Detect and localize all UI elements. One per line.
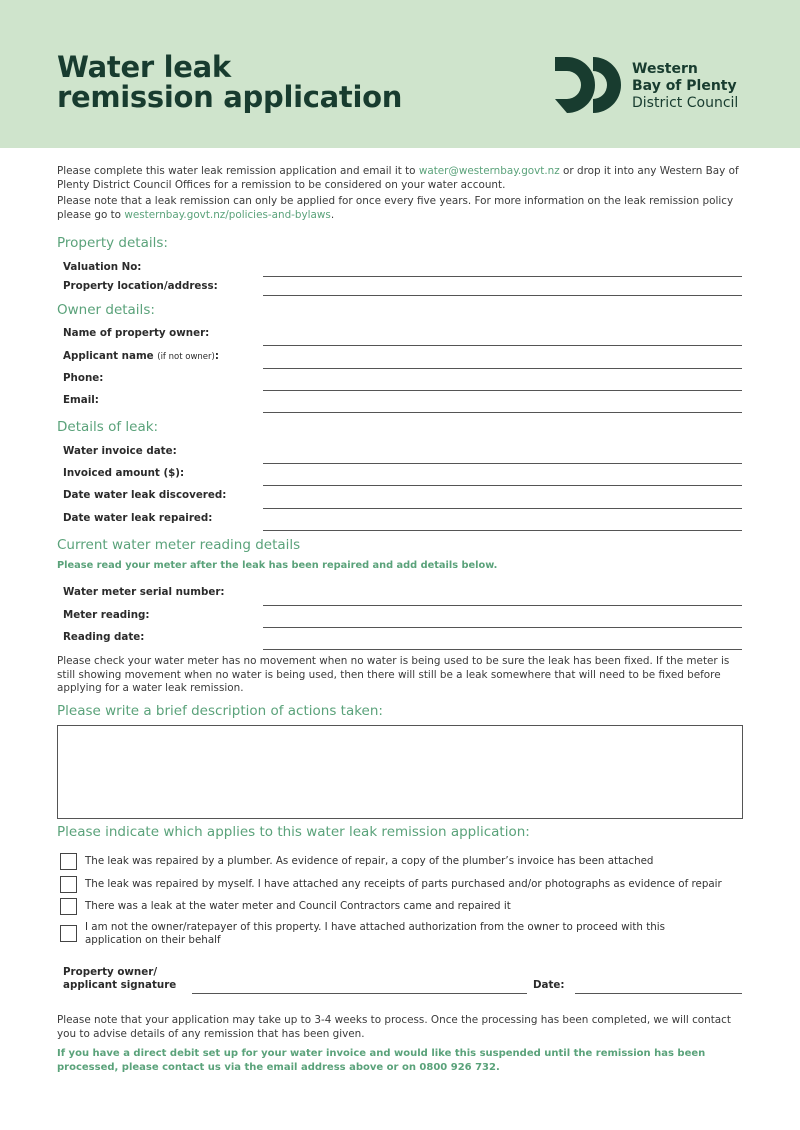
intro-paragraph-2	[57, 195, 747, 222]
reading-date-label: Reading date:	[63, 631, 145, 643]
intro-paragraph-1	[57, 165, 747, 192]
invoiced-amount-field[interactable]	[263, 485, 742, 486]
leak-details-heading: Details of leak:	[57, 419, 159, 435]
option-council-label: There was a leak at the water meter and Council Contractors came and repaired it	[85, 900, 511, 912]
invoice-date-label: Water invoice date:	[63, 445, 177, 457]
meter-reading-field[interactable]	[263, 627, 742, 628]
meter-serial-label: Water meter serial number:	[63, 586, 225, 598]
option-self-checkbox[interactable]	[60, 876, 77, 893]
processing-note: Please note that your application may take up to 3-4 weeks to process. Once the processing has been completed, we will contact you to advise details of any remission that has been given.	[57, 1014, 731, 1040]
email-label: Email:	[63, 394, 99, 406]
intro-text: or drop it into any Western Bay of Plenty District Council Offices for a remission to be considered on your water account.	[57, 165, 739, 191]
description-heading: Please write a brief description of actions taken:	[57, 703, 383, 719]
reading-date-field[interactable]	[263, 649, 742, 650]
invoice-date-field[interactable]	[263, 463, 742, 464]
council-logo-icon	[553, 55, 625, 115]
meter-note: Please check your water meter has no movement when no water is being used to be sure the leak has been fixed. If the meter is still showing movement when no water is being used, then there will still be a leak somewhere that will need to be fixed before applying for a water leak remission.	[57, 655, 730, 694]
option-council-checkbox[interactable]	[60, 898, 77, 915]
logo-line-2: Bay of Plenty	[632, 78, 737, 94]
option-plumber-label: The leak was repaired by a plumber. As evidence of repair, a copy of the plumber’s invoice has been attached	[85, 855, 654, 867]
applicant-note: (if not owner)	[157, 352, 215, 362]
signature-field[interactable]	[192, 993, 527, 994]
meter-reading-label: Meter reading:	[63, 609, 150, 621]
meter-serial-field[interactable]	[263, 605, 742, 606]
applicant-name-label	[63, 350, 219, 362]
date-label: Date:	[533, 979, 565, 991]
colon: :	[214, 350, 219, 362]
property-address-label: Property location/address:	[63, 280, 218, 292]
owner-name-label: Name of property owner:	[63, 327, 210, 339]
invoiced-amount-label: Invoiced amount ($):	[63, 467, 185, 479]
option-plumber-checkbox[interactable]	[60, 853, 77, 870]
council-logo-text	[632, 61, 738, 112]
email-field[interactable]	[263, 412, 742, 413]
property-details-heading: Property details:	[57, 235, 168, 251]
owner-name-field[interactable]	[263, 345, 742, 346]
email-link[interactable]: water@westernbay.govt.nz	[418, 165, 560, 177]
meter-subheading: Please read your meter after the leak has been repaired and add details below.	[57, 560, 498, 571]
title-line-2: remission application	[57, 80, 403, 114]
signature-label-line-1: Property owner/	[63, 966, 158, 978]
policy-link[interactable]: westernbay.govt.nz/policies-and-bylaws	[124, 208, 331, 221]
phone-label: Phone:	[63, 372, 104, 384]
leak-discovered-label: Date water leak discovered:	[63, 489, 227, 501]
date-field[interactable]	[575, 993, 742, 994]
applicant-label-text: Applicant name	[63, 350, 154, 362]
description-textarea[interactable]	[57, 725, 743, 819]
leak-repaired-field[interactable]	[263, 530, 742, 531]
intro-text: .	[330, 208, 335, 221]
applies-heading: Please indicate which applies to this water leak remission application:	[57, 824, 530, 840]
intro-text: Please note that a leak remission can only be applied for once every five years. For more information on the leak remission policy please go to	[57, 195, 734, 221]
signature-label	[63, 966, 176, 992]
leak-discovered-field[interactable]	[263, 508, 742, 509]
leak-repaired-label: Date water leak repaired:	[63, 512, 213, 524]
applicant-name-field[interactable]	[263, 368, 742, 369]
option-not-owner-label: I am not the owner/ratepayer of this property. I have attached authorization from the owner to proceed with this application on their behalf	[85, 921, 666, 946]
valuation-no-label: Valuation No:	[63, 261, 142, 273]
intro-text: Please complete this water leak remission application and email it to	[57, 165, 419, 177]
meter-heading: Current water meter reading details	[57, 537, 301, 553]
option-not-owner-checkbox[interactable]	[60, 925, 77, 942]
signature-label-line-2: applicant signature	[63, 979, 177, 991]
valuation-no-field[interactable]	[263, 276, 742, 277]
direct-debit-note: If you have a direct debit set up for your water invoice and would like this suspended until the remission has been processed, please contact us via the email address above or on 0800 926 732.	[57, 1048, 706, 1073]
owner-details-heading: Owner details:	[57, 302, 155, 318]
phone-field[interactable]	[263, 390, 742, 391]
property-address-field[interactable]	[263, 295, 742, 296]
title-line-1: Water leak	[57, 50, 231, 84]
option-self-label: The leak was repaired by myself. I have attached any receipts of parts purchased and/or photographs as evidence of repair	[85, 878, 722, 890]
logo-line-1: Western	[632, 61, 698, 77]
page-title	[57, 52, 402, 112]
logo-line-3: District Council	[632, 95, 739, 111]
